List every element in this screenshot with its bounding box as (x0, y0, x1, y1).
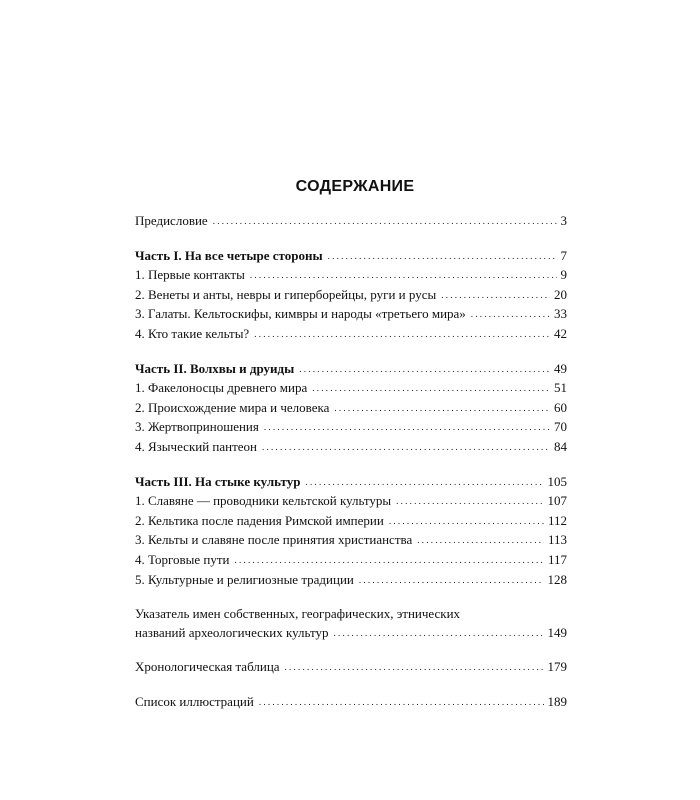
dot-leader (250, 266, 557, 285)
toc-entry-label: Предисловие (135, 213, 208, 228)
toc-entry[interactable] (135, 399, 567, 419)
toc-entry-page: 42 (554, 325, 567, 341)
toc-entry-label: 2. Происхождение мира и человека (135, 399, 330, 415)
page-title: СОДЕРЖАНИЕ (295, 178, 415, 195)
toc-part-3[interactable] (135, 473, 567, 493)
toc-entry-chronology[interactable] (135, 658, 567, 678)
toc-entry[interactable] (135, 418, 567, 438)
dot-leader (334, 399, 550, 418)
toc-part-page: 7 (560, 247, 567, 263)
toc-entry-label: 3. Галаты. Кельтоскифы, кимвры и народы «третьего мира» (135, 306, 466, 322)
toc-entry-index[interactable] (135, 605, 567, 643)
toc-entry-label: 3. Жертвоприношения (135, 419, 259, 435)
dot-leader (312, 379, 550, 398)
toc-entry-page: 51 (554, 380, 567, 396)
dot-leader (213, 212, 557, 231)
dot-leader (389, 512, 544, 531)
toc-entry-page: 179 (547, 659, 567, 675)
toc-entry-label: 1. Славяне — проводники кельтской культуры (135, 493, 392, 509)
toc-entry-page: 189 (547, 693, 567, 709)
toc-entry-label: 1. Факелоносцы древнего мира (135, 380, 308, 396)
toc-entry[interactable] (135, 266, 567, 286)
toc-entry-page: 113 (547, 532, 567, 548)
toc-entry-page: 70 (554, 419, 567, 435)
toc-part-label: Часть I. На все четыре стороны (135, 247, 323, 263)
dot-leader (254, 325, 550, 344)
toc-entry-page: 149 (547, 624, 567, 640)
dot-leader (471, 305, 550, 324)
toc-entry-label-line1: Указатель имен собственных, географических, этнических (135, 606, 461, 622)
toc-entry-page: 20 (554, 286, 567, 302)
toc-entry-label: Хронологическая таблица (135, 659, 280, 675)
dot-leader (264, 418, 550, 437)
toc-entry[interactable] (135, 286, 567, 306)
dot-leader (234, 551, 544, 570)
toc-entry-page: 33 (554, 306, 567, 322)
dot-leader (259, 693, 544, 712)
dot-leader (396, 492, 543, 511)
toc-entry[interactable] (135, 492, 567, 512)
toc-entry-label: 3. Кельты и славяне после принятия христианства (135, 532, 413, 548)
toc-part-2[interactable] (135, 360, 567, 380)
toc-entry-label: 4. Кто такие кельты? (135, 325, 250, 341)
dot-leader (441, 286, 550, 305)
dot-leader (359, 571, 544, 590)
toc-entry-preface[interactable] (135, 212, 567, 232)
toc-part-label: Часть II. Волхвы и друиды (135, 360, 295, 376)
toc-part-1[interactable] (135, 247, 567, 267)
dot-leader (305, 473, 543, 492)
toc-entry[interactable] (135, 531, 567, 551)
toc-entry[interactable] (135, 379, 567, 399)
toc-entry-page: 112 (547, 512, 567, 528)
toc-entry[interactable] (135, 438, 567, 458)
toc-entry[interactable] (135, 305, 567, 325)
toc-entry-label: 4. Торговые пути (135, 551, 230, 567)
dot-leader (328, 247, 557, 266)
toc-entry-label: 5. Культурные и религиозные традиции (135, 571, 354, 587)
toc-entry[interactable] (135, 512, 567, 532)
dot-leader (417, 531, 544, 550)
toc-part-page: 105 (547, 473, 567, 489)
toc-entry-page: 84 (554, 438, 567, 454)
toc-entry-page: 3 (560, 213, 567, 228)
toc-entry[interactable] (135, 325, 567, 345)
dot-leader (262, 438, 550, 457)
toc-entry[interactable] (135, 571, 567, 591)
toc-entry-illustrations[interactable] (135, 693, 567, 713)
toc-entry[interactable] (135, 551, 567, 571)
toc-entry-label: 4. Языческий пантеон (135, 438, 258, 454)
dot-leader (299, 360, 550, 379)
toc-part-label: Часть III. На стыке культур (135, 473, 301, 489)
toc-part-page: 49 (554, 360, 567, 376)
toc-entry-label: 1. Первые контакты (135, 267, 245, 283)
toc-entry-page: 60 (554, 399, 567, 415)
dot-leader (285, 658, 544, 677)
toc-entry-page: 9 (560, 267, 567, 283)
table-of-contents (135, 178, 567, 712)
toc-entry-page: 107 (547, 493, 567, 509)
toc-entry-label: Список иллюстраций (135, 693, 254, 709)
toc-entry-label-line2: названий археологических культур (135, 624, 329, 640)
toc-entry-page: 117 (547, 551, 567, 567)
toc-entry-label: 2. Кельтика после падения Римской империи (135, 512, 384, 528)
dot-leader (333, 624, 543, 643)
toc-entry-page: 128 (547, 571, 567, 587)
toc-entry-label: 2. Венеты и анты, невры и гиперборейцы, руги и русы (135, 286, 437, 302)
